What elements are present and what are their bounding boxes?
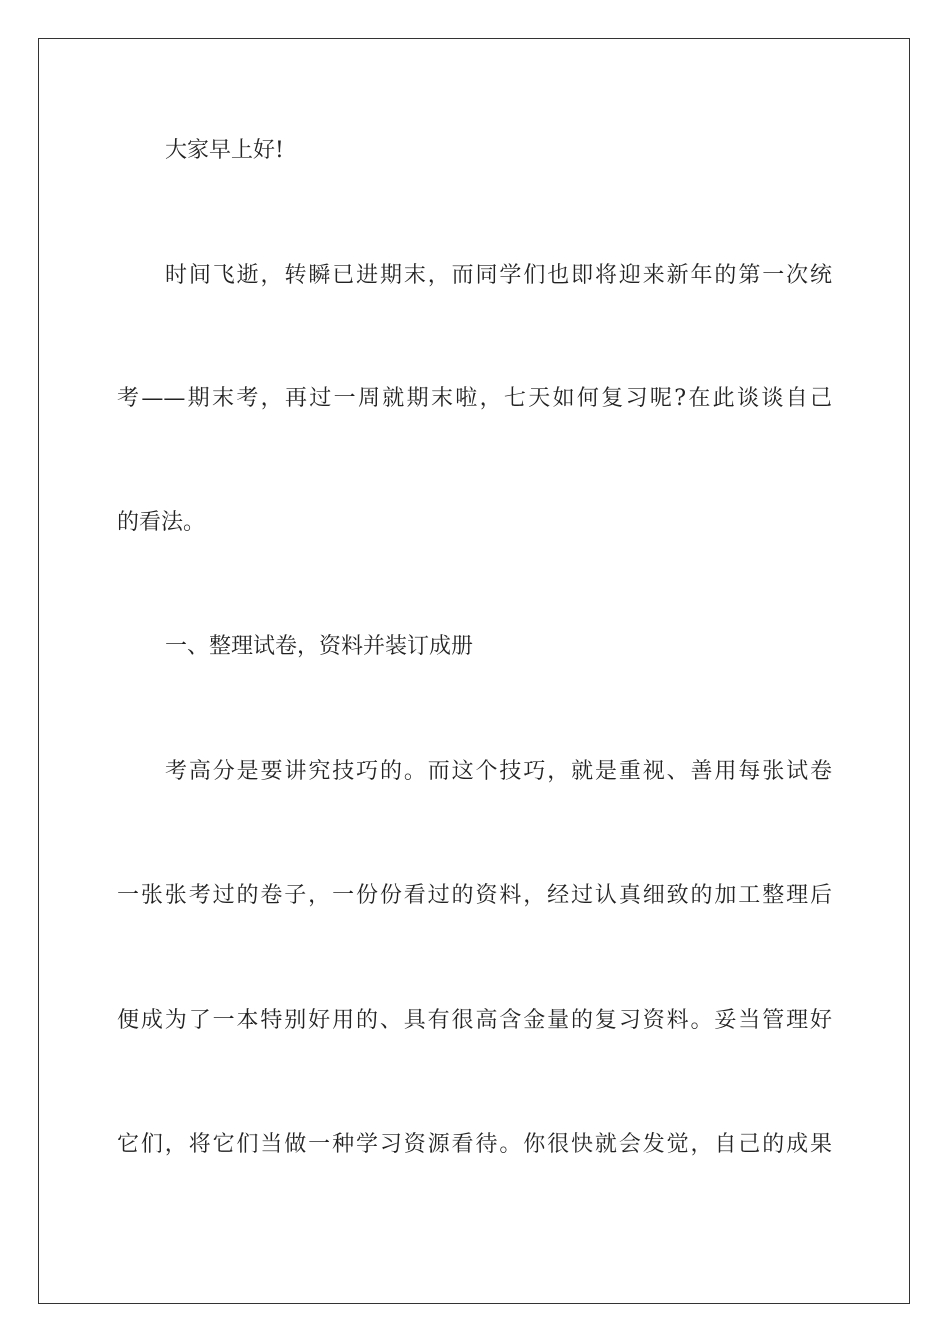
paragraph-3-line-3: 它们，将它们当做一种学习资源看待。你很快就会发觉，自己的成果	[117, 1132, 832, 1157]
section-heading-1: 一、整理试卷，资料并装订成册	[165, 634, 474, 659]
paragraph-3-line-1: 一张张考过的卷子，一份份看过的资料，经过认真细致的加工整理后	[117, 883, 832, 908]
paragraph-1-line-3: 的看法。	[117, 510, 206, 535]
greeting-line: 大家早上好!	[165, 138, 284, 163]
page-frame	[38, 38, 910, 1304]
paragraph-1-line-2: 考——期末考，再过一周就期末啦，七天如何复习呢?在此谈谈自己	[117, 386, 832, 411]
paragraph-2-line-1: 考高分是要讲究技巧的。而这个技巧，就是重视、善用每张试卷	[165, 759, 832, 784]
paragraph-1-line-1: 时间飞逝，转瞬已进期末，而同学们也即将迎来新年的第一次统	[165, 263, 832, 288]
paragraph-3-line-2: 便成为了一本特别好用的、具有很高含金量的复习资料。妥当管理好	[117, 1008, 832, 1033]
